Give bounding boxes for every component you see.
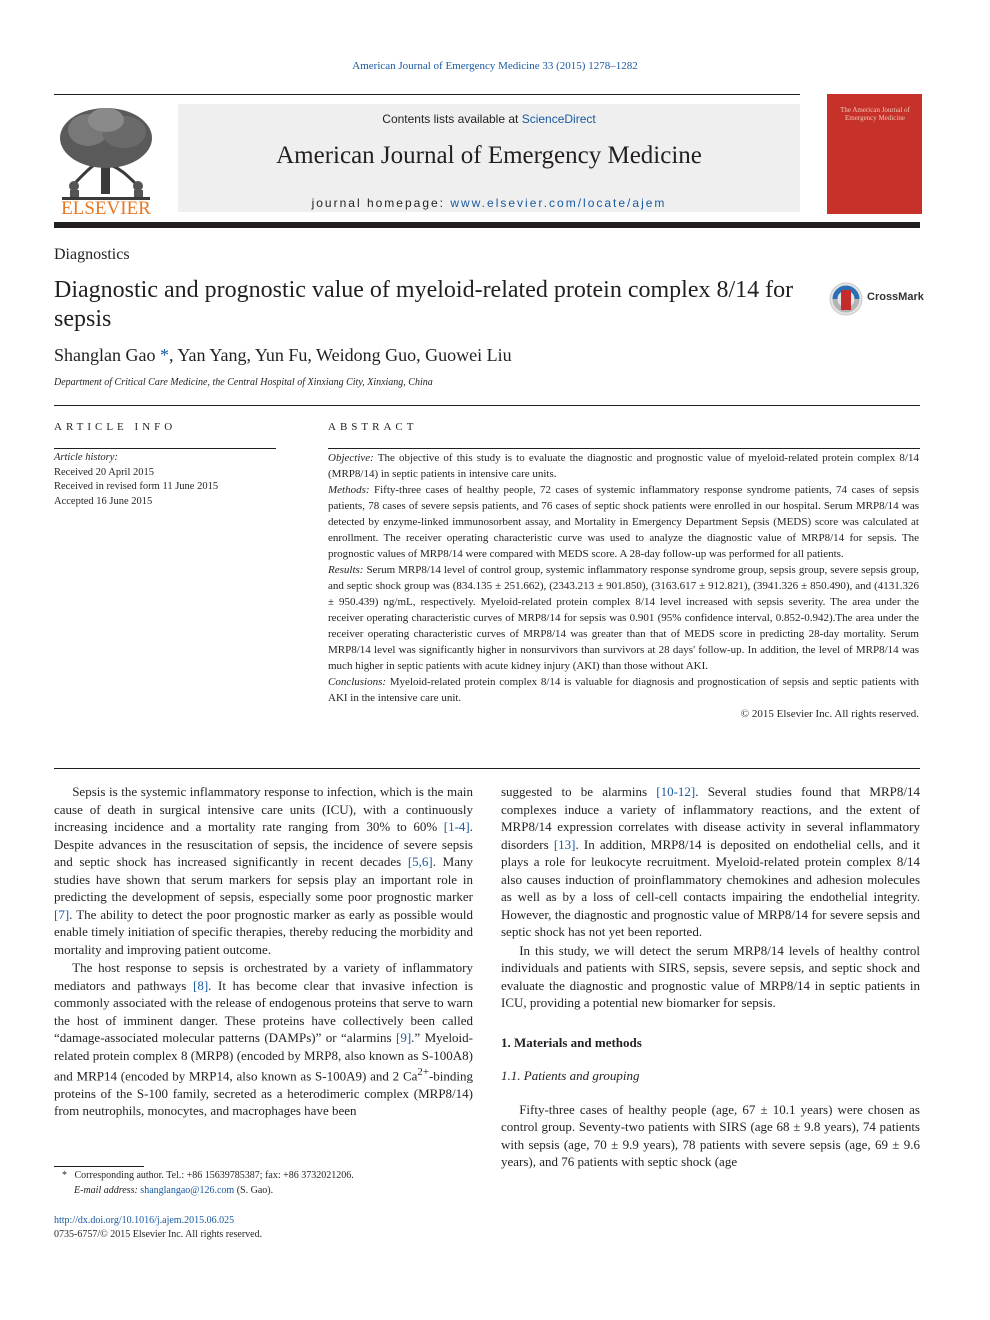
objective-text: The objective of this study is to evaluate the diagnostic and prognostic value of myeloid-related protein complex 8/14 (MRP8/14) in septic patients in intensive care units. — [328, 452, 919, 480]
intro-paragraph-4: In this study, we will detect the serum MRP8/14 levels of healthy control individuals and patients with SIRS, sepsis, severe sepsis, and septic shock and evaluate the diagnostic and prognostic value of MRP8/14 in septic patients in ICU, providing a potential new biomarker for sepsis. — [501, 942, 920, 1010]
journal-cover-thumbnail[interactable] — [827, 94, 922, 214]
email-label: E-mail address: — [74, 1185, 141, 1196]
section-heading-methods: 1. Materials and methods — [501, 1034, 642, 1050]
reference-link[interactable]: [13] — [553, 836, 576, 852]
footnote-rule — [54, 1166, 144, 1167]
journal-homepage-line — [178, 196, 800, 210]
objective-label: Objective: — [328, 452, 374, 464]
footnote-mark: * — [62, 1170, 67, 1181]
superscript: 2+ — [417, 1066, 429, 1078]
abstract-methods — [328, 482, 919, 562]
journal-citation[interactable]: American Journal of Emergency Medicine 33 (2015) 1278–1282 — [352, 60, 638, 72]
contents-line — [178, 112, 800, 126]
article-info-heading: ARTICLE INFO — [54, 421, 177, 433]
section-rule — [54, 405, 920, 406]
elsevier-logo — [54, 104, 158, 216]
crossmark-label: CrossMark — [867, 291, 924, 303]
body-column-right — [501, 783, 920, 1172]
author-email-link[interactable]: shanglangao@126.com — [140, 1185, 235, 1196]
conclusions-label: Conclusions: — [328, 676, 387, 688]
header-rule — [54, 94, 800, 95]
email-suffix: (S. Gao). — [234, 1185, 274, 1196]
text-run: Sepsis is the systemic inflammatory response to infection, which is the main cause of death in surgical intensive care units (ICU), with a continuously increasing incidence and a mortality rate ranging from 30% to 60% — [54, 784, 473, 834]
text-run: . In addition, MRP8/14 is deposited on endothelial cells, and it plays a role for leukocyte recruitment. Myeloid-related protein complex 8/14 also causes induction of proinflammatory chemokines and adhesion molecules as well as by a loss of cell-cell contacts impairing the endothelial integrity. However, the diagnostic and prognostic value of MRP8/14 for severe sepsis and septic shock has not yet been reported. — [501, 836, 920, 939]
affiliation: Department of Critical Care Medicine, the Central Hospital of Xinxiang City, Xinxiang, China — [54, 377, 433, 388]
history-label: Article history: — [54, 452, 118, 463]
text-run: . The ability to detect the poor prognostic marker as early as possible would enable timely initiation of specific therapies, thereby reducing the morbidity and mortality and improving patient outcome. — [54, 906, 473, 957]
article-history — [54, 451, 218, 509]
results-text: Serum MRP8/14 level of control group, systemic inflammatory response syndrome group, sepsis group, severe sepsis group, and septic shock group was (834.135 ± 251.662), (2343.213 ± 901.850), (3163.617 ± 912.821), (3941.326 ± 850.490), and (4131.326 ± 950.439) ng/mL, respectively. Myeloid-related protein complex 8/14 level increased with sepsis severity. The area under the receiver operating characteristic curves of MRP8/14 for sepsis was 0.901 (95% confidence interval, 0.852-0.942).The area under the receiver operating characteristic curves of MRP8/14 was greater than that of MEDS score in predicting 28-day mortality. Serum MRP8/14 level was significantly higher in nonsurvivors than survivors at 28 days' follow-up. In addition, the level of MRP8/14 was much higher in septic patients with acute kidney injury (AKI) than those without AKI. — [328, 564, 919, 672]
homepage-link[interactable]: www.elsevier.com/locate/ajem — [450, 196, 667, 210]
elsevier-wordmark: ELSEVIER — [61, 198, 151, 216]
abstract-copyright: © 2015 Elsevier Inc. All rights reserved. — [740, 708, 919, 720]
elsevier-tree-icon — [54, 104, 158, 216]
text-run: .” Myeloid-related protein complex 8 (MRP8) (encoded by MRP8, also known as S-100A8) and MRP14 (encoded by MRP14, also known as S-100A9) and 2 Ca — [54, 1030, 473, 1084]
cover-title: The American Journal of Emergency Medicine — [840, 106, 910, 122]
reference-link[interactable]: [5,6] — [407, 854, 433, 869]
revised-date: Received in revised form 11 June 2015 — [54, 481, 219, 492]
abstract-results — [328, 562, 919, 674]
abstract-conclusions — [328, 674, 919, 706]
other-authors: , Yan Yang, Yun Fu, Weidong Guo, Guowei Liu — [168, 345, 512, 365]
reference-link[interactable]: [1-4] — [443, 819, 470, 834]
journal-masthead — [178, 104, 800, 212]
conclusions-text: Myeloid-related protein complex 8/14 is valuable for diagnosis and prognostication of sepsis and septic patients with AKI in the intensive care unit. — [328, 676, 919, 704]
intro-paragraph-2 — [54, 959, 473, 1120]
corresponding-contact: Corresponding author. Tel.: +86 15639785387; fax: +86 3732021206. — [74, 1170, 354, 1181]
text-run: . It has become clear that invasive infection is commonly associated with the release of endogenous proteins that serve to warn the host of imminent danger. These proteins have collectively been called “damage-associated molecular patterns (DAMPs)” or “alarmins — [54, 977, 473, 1045]
email-line — [54, 1183, 474, 1198]
methods-text: Fifty-three cases of healthy people, 72 cases of systemic inflammatory response syndrome patients, 74 cases of sepsis patients, 78 cases of severe sepsis patients, and 76 cases of septic shock patients were enrolled in our hospital. Serum MRP8/14 was detected by enzyme-linked immunosorbent assay, and Mortality in Emergency Department Sepsis (MEDS) score was calculated at enrollment. The receiver operating characteristic curve was used to analyze the diagnostic value of MRP8/14 for sepsis. The prognostic values of MRP8/14 were compared with MEDS score. A 28-day follow-up was performed for all patients. — [328, 484, 919, 560]
abstract-heading: ABSTRACT — [328, 421, 418, 433]
reference-link[interactable]: [9] — [396, 1030, 412, 1045]
article-section: Diagnostics — [54, 246, 130, 263]
issn-copyright: 0735-6757/© 2015 Elsevier Inc. All rights reserved. — [54, 1229, 263, 1240]
doi-link[interactable]: http://dx.doi.org/10.1016/j.ajem.2015.06.025 — [54, 1215, 235, 1226]
reference-link[interactable]: [7] — [54, 906, 70, 922]
body-rule — [54, 768, 920, 769]
abstract-rule — [328, 448, 920, 449]
article-info-rule — [54, 448, 276, 449]
first-author: Shanglan Gao — [54, 345, 160, 365]
text-run: . Despite advances in the resuscitation of sepsis, the incidence of severe sepsis and septic shock has increased significantly in recent decades — [54, 819, 473, 869]
corresponding-author-note — [54, 1168, 474, 1183]
results-label: Results: — [328, 564, 364, 576]
doi-block — [54, 1214, 262, 1242]
footnote — [54, 1168, 474, 1198]
author-list — [54, 345, 512, 366]
intro-paragraph-1 — [54, 783, 473, 958]
corresponding-author-mark[interactable]: * — [159, 345, 169, 365]
subsection-heading-patients: 1.1. Patients and grouping — [501, 1068, 640, 1083]
abstract-body — [328, 450, 919, 722]
crossmark-icon — [829, 282, 863, 316]
body-column-left — [54, 783, 473, 1121]
abstract-objective — [328, 450, 919, 482]
homepage-prefix: journal homepage: — [311, 196, 451, 210]
crossmark-button[interactable] — [829, 282, 929, 316]
accepted-date: Accepted 16 June 2015 — [54, 495, 153, 507]
methods-paragraph-1: Fifty-three cases of healthy people (age, 67 ± 10.1 years) were chosen as control group. Seventy-two patients with SIRS (age 68 ± 9.8 years), 74 patients with sepsis (age, 70 ± 9.9 years), 78 patients with severe sepsis (age, 69 ± 9.6 years), and 76 patients with septic shock (age — [501, 1101, 920, 1169]
sciencedirect-link[interactable]: ScienceDirect — [521, 112, 596, 126]
intro-paragraph-3 — [501, 783, 920, 941]
text-run: The host response to sepsis is orchestrated by a variety of inflammatory mediators and pathways — [54, 960, 473, 993]
text-run: suggested to be alarmins — [501, 784, 657, 799]
masthead-thick-rule — [54, 222, 920, 228]
reference-link[interactable]: [8] — [193, 977, 209, 993]
article-title: Diagnostic and prognostic value of myeloid-related protein complex 8/14 for sepsis — [54, 277, 794, 332]
journal-name: American Journal of Emergency Medicine — [276, 142, 702, 169]
reference-link[interactable]: [10-12] — [656, 784, 696, 799]
text-run: -binding proteins of the S-100 family, secreted as a heterodimeric complex (MRP8/14) from neutrophils, monocytes, and macrophages have been — [54, 1068, 473, 1119]
contents-prefix: Contents lists available at — [382, 112, 522, 126]
received-date: Received 20 April 2015 — [54, 466, 155, 478]
text-run: . Several studies found that MRP8/14 complexes induce a variety of inflammatory reactions, and the extent of MRP8/14 expression correlates with disease activity in several inflammatory disorders — [501, 784, 920, 852]
text-run: . Many studies have shown that serum markers for sepsis play an important role in predicting the development of sepsis, especially some poor prognostic marker — [54, 854, 473, 904]
methods-label: Methods: — [328, 484, 370, 496]
